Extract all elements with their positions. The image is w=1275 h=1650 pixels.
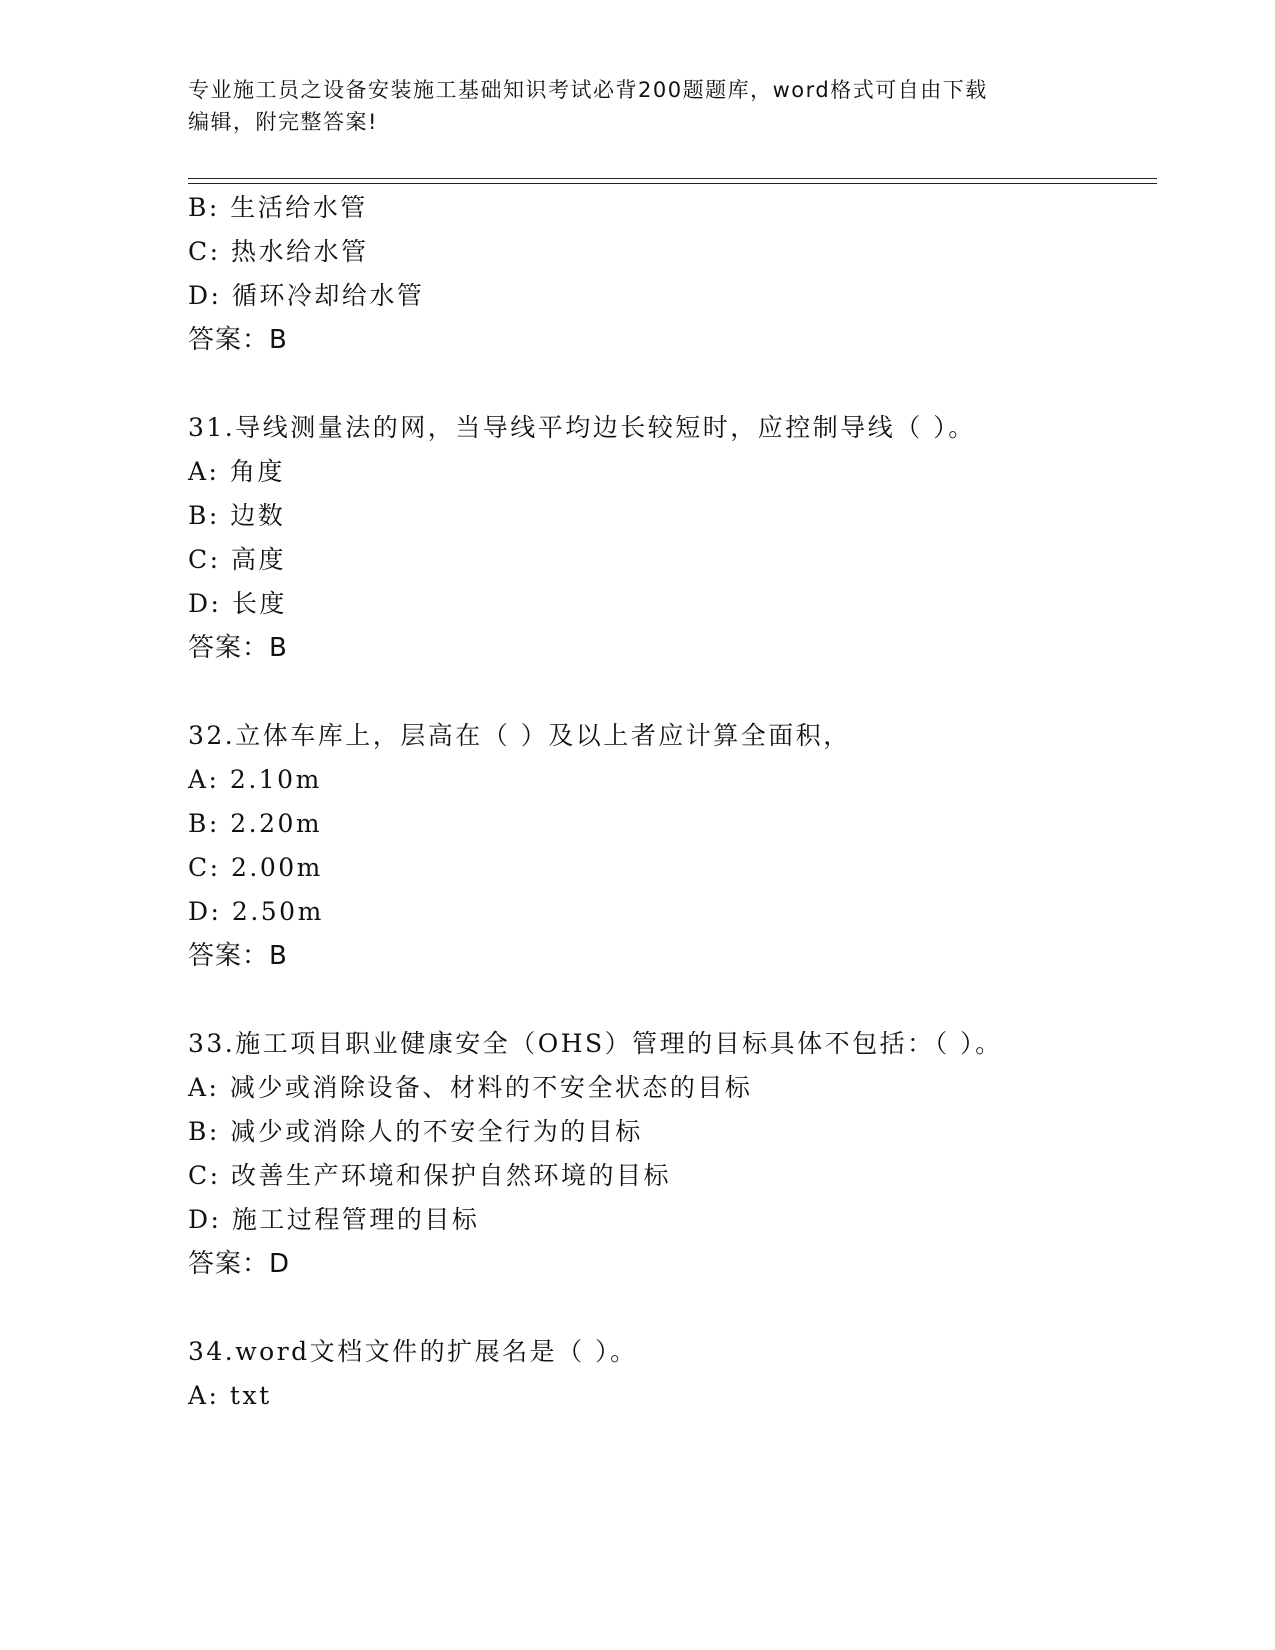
q31-option-d: D: 长度 bbox=[188, 589, 287, 618]
q33-option-a: A: 减少或消除设备、材料的不安全状态的目标 bbox=[188, 1073, 753, 1102]
q32-stem: 32.立体车库上，层高在（ ）及以上者应计算全面积， bbox=[188, 721, 851, 750]
q33-option-d: D: 施工过程管理的目标 bbox=[188, 1205, 480, 1234]
q30-option-b: B: 生活给水管 bbox=[188, 193, 368, 222]
header-line-1: 专业施工员之设备安装施工基础知识考试必背200题题库，word格式可自由下载 bbox=[188, 78, 988, 102]
q33-stem: 33.施工项目职业健康安全（OHS）管理的目标具体不包括：（ ）。 bbox=[188, 1029, 1003, 1058]
q34-stem: 34.word文档文件的扩展名是（ ）。 bbox=[188, 1337, 638, 1366]
header-line-2: 编辑，附完整答案! bbox=[188, 110, 378, 134]
q30-answer: 答案：B bbox=[188, 325, 288, 355]
header-divider-bottom bbox=[188, 183, 1157, 184]
header-divider-top bbox=[188, 178, 1157, 179]
q33-answer: 答案：D bbox=[188, 1249, 291, 1279]
q30-option-d: D: 循环冷却给水管 bbox=[188, 281, 425, 310]
q31-option-b: B: 边数 bbox=[188, 501, 286, 530]
q31-option-c: C: 高度 bbox=[188, 545, 286, 574]
q31-option-a: A: 角度 bbox=[188, 457, 285, 486]
document-header bbox=[188, 74, 1088, 138]
q32-option-b: B: 2.20m bbox=[188, 809, 323, 838]
q32-answer: 答案：B bbox=[188, 941, 288, 971]
q31-answer: 答案：B bbox=[188, 633, 288, 663]
q32-option-c: C: 2.00m bbox=[188, 853, 323, 882]
q34-option-a: A: txt bbox=[188, 1381, 272, 1410]
q32-option-a: A: 2.10m bbox=[188, 765, 322, 794]
q31-stem: 31.导线测量法的网，当导线平均边长较短时，应控制导线（ ）。 bbox=[188, 413, 976, 442]
q32-option-d: D: 2.50m bbox=[188, 897, 324, 926]
q33-option-c: C: 改善生产环境和保护自然环境的目标 bbox=[188, 1161, 671, 1190]
q30-option-c: C: 热水给水管 bbox=[188, 237, 369, 266]
q33-option-b: B: 减少或消除人的不安全行为的目标 bbox=[188, 1117, 643, 1146]
